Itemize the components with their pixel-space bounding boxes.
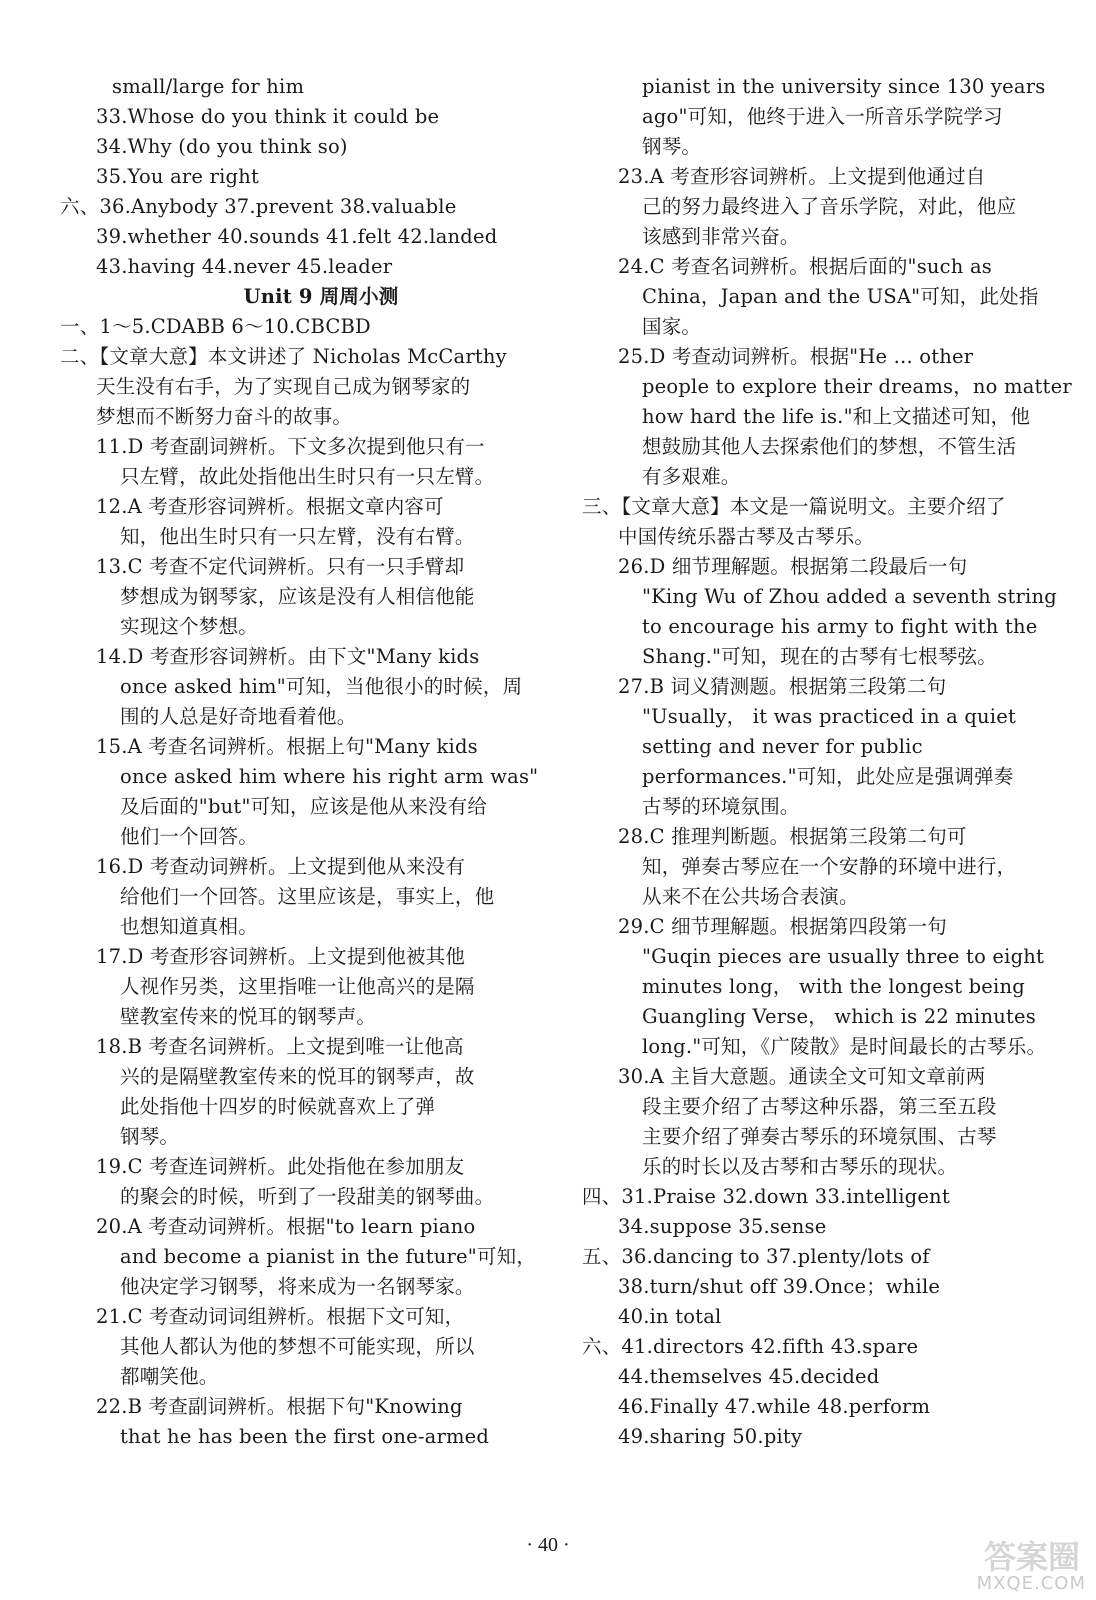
answer-line: to encourage his army to fight with the <box>642 615 1038 638</box>
answer-line: 梦想成为钢琴家，应该是没有人相信他能 <box>120 585 475 608</box>
answer-line: 43.having 44.never 45.leader <box>96 255 393 278</box>
answer-line: 27.B 词义猜测题。根据第三段第二句 <box>618 675 947 698</box>
watermark-logo <box>896 1532 1086 1594</box>
answer-line: 49.sharing 50.pity <box>618 1425 803 1448</box>
answer-line: 的聚会的时候，听到了一段甜美的钢琴曲。 <box>120 1185 495 1208</box>
answer-line: 古琴的环境氛围。 <box>642 795 800 818</box>
answer-line: that he has been the first one-armed <box>120 1425 490 1448</box>
answer-line: 都嘲笑他。 <box>120 1365 219 1388</box>
answer-line: 26.D 细节理解题。根据第二段最后一句 <box>618 555 968 578</box>
answer-line: 知，他出生时只有一只左臂，没有右臂。 <box>120 525 475 548</box>
answer-line: 国家。 <box>642 315 702 338</box>
answer-line: 23.A 考查形容词辨析。上文提到他通过自 <box>618 165 986 188</box>
answer-line: 三、【文章大意】本文是一篇说明文。主要介绍了 <box>582 495 1006 518</box>
answer-line: 他决定学习钢琴，将来成为一名钢琴家。 <box>120 1275 475 1298</box>
answer-line: long."可知，《广陵散》是时间最长的古琴乐。 <box>642 1035 1047 1058</box>
answer-line: 他们一个回答。 <box>120 825 258 848</box>
answer-line: 中国传统乐器古琴及古琴乐。 <box>618 525 875 548</box>
answer-line: setting and never for public <box>642 735 923 758</box>
answer-line: 40.in total <box>618 1305 722 1328</box>
answer-line: 人视作另类，这里指唯一让他高兴的是隔 <box>120 975 475 998</box>
answer-line: people to explore their dreams，no matter <box>642 375 1072 398</box>
answer-line: 28.C 推理判断题。根据第三段第二句可 <box>618 825 967 848</box>
answer-line: 19.C 考查连词辨析。此处指他在参加朋友 <box>96 1155 465 1178</box>
answer-line: 及后面的"but"可知，应该是他从来没有给 <box>120 795 488 818</box>
answer-line: 22.B 考查副词辨析。根据下句"Knowing <box>96 1395 463 1418</box>
answer-line: 乐的时长以及古琴和古琴乐的现状。 <box>642 1155 958 1178</box>
answer-line: 21.C 考查动词词组辨析。根据下文可知， <box>96 1305 465 1328</box>
answer-line: "King Wu of Zhou added a seventh string <box>642 585 1057 608</box>
answer-line: 20.A 考查动词辨析。根据"to learn piano <box>96 1215 476 1238</box>
answer-line: 钢琴。 <box>120 1125 180 1148</box>
answer-line: 44.themselves 45.decided <box>618 1365 880 1388</box>
answer-line: once asked him where his right arm was" <box>120 765 539 788</box>
answer-line: 30.A 主旨大意题。通读全文可知文章前两 <box>618 1065 986 1088</box>
answer-line: 25.D 考查动词辨析。根据"He ... other <box>618 345 974 368</box>
answer-line: Shang."可知，现在的古琴有七根琴弦。 <box>642 645 997 668</box>
answer-line: 18.B 考查名词辨析。上文提到唯一让他高 <box>96 1035 464 1058</box>
answer-line: small/large for him <box>112 75 305 98</box>
answer-line: how hard the life is."和上文描述可知，他 <box>642 405 1031 428</box>
answer-line: 壁教室传来的悦耳的钢琴声。 <box>120 1005 377 1028</box>
answer-line: ago"可知，他终于进入一所音乐学院学习 <box>642 105 1003 128</box>
answer-line: 13.C 考查不定代词辨析。只有一只手臂却 <box>96 555 465 578</box>
answer-line: and become a pianist in the future"可知， <box>120 1245 537 1268</box>
answer-line: 四、31.Praise 32.down 33.intelligent <box>582 1185 950 1208</box>
answer-line: "Usually， it was practiced in a quiet <box>642 705 1017 728</box>
answer-line: 其他人都认为他的梦想不可能实现，所以 <box>120 1335 475 1358</box>
answer-line: 给他们一个回答。这里应该是，事实上，他 <box>120 885 495 908</box>
answer-line: China，Japan and the USA"可知，此处指 <box>642 285 1039 308</box>
page-number: · 40 · <box>526 1534 570 1556</box>
right-column <box>582 72 1072 1452</box>
answer-line: 主要介绍了弹奏古琴乐的环境氛围、古琴 <box>642 1125 997 1148</box>
answer-line: 14.D 考查形容词辨析。由下文"Many kids <box>96 645 480 668</box>
answer-line: 38.turn/shut off 39.Once；while <box>618 1275 941 1298</box>
answer-line: 12.A 考查形容词辨析。根据文章内容可 <box>96 495 444 518</box>
answer-line: 29.C 细节理解题。根据第四段第一句 <box>618 915 947 938</box>
answer-line: 15.A 考查名词辨析。根据上句"Many kids <box>96 735 478 758</box>
answer-line: 实现这个梦想。 <box>120 615 258 638</box>
answer-line: pianist in the university since 130 years <box>642 75 1046 98</box>
answer-line: 想鼓励其他人去探索他们的梦想，不管生活 <box>642 435 1017 458</box>
answer-line: 33.Whose do you think it could be <box>96 105 440 128</box>
answer-line: 有多艰难。 <box>642 465 741 488</box>
answer-line: minutes long， with the longest being <box>642 975 1025 998</box>
answer-line: 从来不在公共场合表演。 <box>642 885 859 908</box>
answer-line: 二、【文章大意】本文讲述了 Nicholas McCarthy <box>60 345 507 368</box>
answer-line: 六、41.directors 42.fifth 43.spare <box>582 1335 919 1358</box>
answer-line: 钢琴。 <box>642 135 702 158</box>
answer-line: 知，弹奏古琴应在一个安静的环境中进行， <box>642 855 1017 878</box>
answer-line: 天生没有右手，为了实现自己成为钢琴家的 <box>96 375 471 398</box>
answer-line: 兴的是隔壁教室传来的悦耳的钢琴声，故 <box>120 1065 475 1088</box>
answer-line: 24.C 考查名词辨析。根据后面的"such as <box>618 255 992 278</box>
answer-line: once asked him"可知，当他很小的时候，周 <box>120 675 523 698</box>
answer-line: 也想知道真相。 <box>120 915 258 938</box>
answer-line: 只左臂，故此处指他出生时只有一只左臂。 <box>120 465 495 488</box>
answer-line: 17.D 考查形容词辨析。上文提到他被其他 <box>96 945 466 968</box>
answer-line: 一、1～5.CDABB 6～10.CBCBD <box>60 315 371 338</box>
watermark-url: MXQE.COM <box>976 1573 1086 1594</box>
answer-line: 五、36.dancing to 37.plenty/lots of <box>582 1245 930 1268</box>
answer-line: "Guqin pieces are usually three to eight <box>642 945 1045 968</box>
answer-line: performances."可知，此处应是强调弹奏 <box>642 765 1014 788</box>
answer-line: 16.D 考查动词辨析。上文提到他从来没有 <box>96 855 466 878</box>
answer-line: 39.whether 40.sounds 41.felt 42.landed <box>96 225 498 248</box>
left-column <box>60 72 546 1452</box>
answer-line: 此处指他十四岁的时候就喜欢上了弹 <box>120 1095 436 1118</box>
answer-line: Guangling Verse， which is 22 minutes <box>642 1005 1036 1028</box>
answer-line: 己的努力最终进入了音乐学院，对此，他应 <box>642 195 1017 218</box>
answer-line: 34.suppose 35.sense <box>618 1215 827 1238</box>
answer-line: 段主要介绍了古琴这种乐器，第三至五段 <box>642 1095 997 1118</box>
answer-line: 六、36.Anybody 37.prevent 38.valuable <box>60 195 457 218</box>
answer-line: 围的人总是好奇地看着他。 <box>120 705 357 728</box>
answer-line: 梦想而不断努力奋斗的故事。 <box>96 405 353 428</box>
watermark-logo-text: 答案圈 <box>983 1538 1080 1576</box>
answer-line: 34.Why (do you think so) <box>96 135 348 158</box>
answer-line: Unit 9 周周小测 <box>243 285 399 308</box>
answer-line: 46.Finally 47.while 48.perform <box>618 1395 931 1418</box>
answer-line: 该感到非常兴奋。 <box>642 225 800 248</box>
answer-line: 11.D 考查副词辨析。下文多次提到他只有一 <box>96 435 485 458</box>
answer-line: 35.You are right <box>96 165 260 188</box>
